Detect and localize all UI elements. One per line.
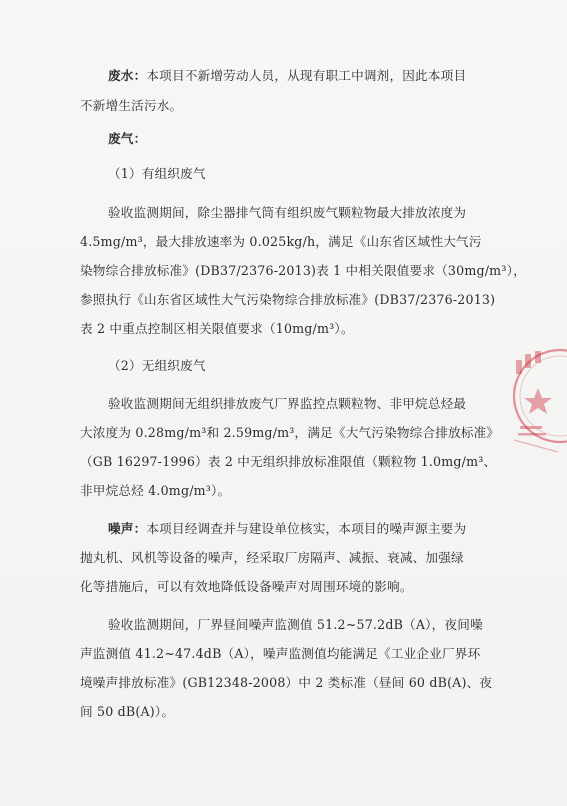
organized-gas-heading: （1）有组织废气 — [108, 166, 206, 181]
wastewater-label: 废水： — [108, 68, 147, 83]
wastewater-line-1 — [108, 68, 466, 84]
noise-line-3: 化等措施后，可以有效地降低设备噪声对周围环境的影响。 — [80, 579, 413, 594]
waste-gas-label: 废气： — [108, 131, 147, 146]
unorganized-gas-line-2: 大浓度为 0.28mg/m³和 2.59mg/m³，满足《大气污染物综合排放标准》 — [80, 425, 500, 440]
organized-gas-line-4: 参照执行《山东省区域性大气污染物综合排放标准》(DB37/2376-2013) — [80, 292, 496, 307]
organized-gas-line-3: 染物综合排放标准》(DB37/2376-2013)表 1 中相关限值要求（30mg/m³）， — [80, 263, 526, 278]
unorganized-gas-line-1: 验收监测期间无组织排放废气厂界监控点颗粒物、非甲烷总烃最 — [108, 396, 467, 411]
unorganized-gas-line-3: （GB 16297-1996）表 2 中无组织排放标准限值（颗粒物 1.0mg/m³、 — [80, 454, 497, 469]
noise-monitoring-line-2: 声监测值 41.2~47.4dB（A），噪声监测值均能满足《工业企业厂界环 — [80, 646, 481, 661]
unorganized-gas-heading: （2）无组织废气 — [108, 358, 206, 373]
organized-gas-line-5: 表 2 中重点控制区相关限值要求（10mg/m³）。 — [80, 321, 354, 336]
unorganized-gas-line-4: 非甲烷总烃 4.0mg/m³）。 — [80, 483, 231, 498]
organized-gas-line-2: 4.5mg/m³，最大排放速率为 0.025kg/h，满足《山东省区域性大气污 — [80, 234, 482, 249]
noise-monitoring-line-1: 验收监测期间，厂界昼间噪声监测值 51.2~57.2dB（A），夜间噪 — [108, 617, 483, 632]
organized-gas-line-1: 验收监测期间，除尘器排气筒有组织废气颗粒物最大排放浓度为 — [108, 205, 467, 220]
noise-line-2: 抛丸机、风机等设备的噪声，经采取厂房隔声、减振、衰减、加强绿 — [80, 550, 464, 565]
noise-text-1: 本项目经调查并与建设单位核实，本项目的噪声源主要为 — [146, 521, 467, 536]
noise-monitoring-line-3: 境噪声排放标准》(GB12348-2008）中 2 类标准（昼间 60 dB(A)、夜 — [80, 675, 493, 690]
noise-line-1 — [108, 521, 466, 537]
noise-label: 噪声： — [108, 521, 147, 536]
wastewater-text-1: 本项目不新增劳动人员，从现有职工中调剂，因此本项目 — [146, 68, 467, 83]
noise-monitoring-line-4: 间 50 dB(A)）。 — [80, 704, 175, 719]
wastewater-line-2: 不新增生活污水。 — [80, 98, 183, 113]
red-seal-stamp — [508, 340, 567, 460]
